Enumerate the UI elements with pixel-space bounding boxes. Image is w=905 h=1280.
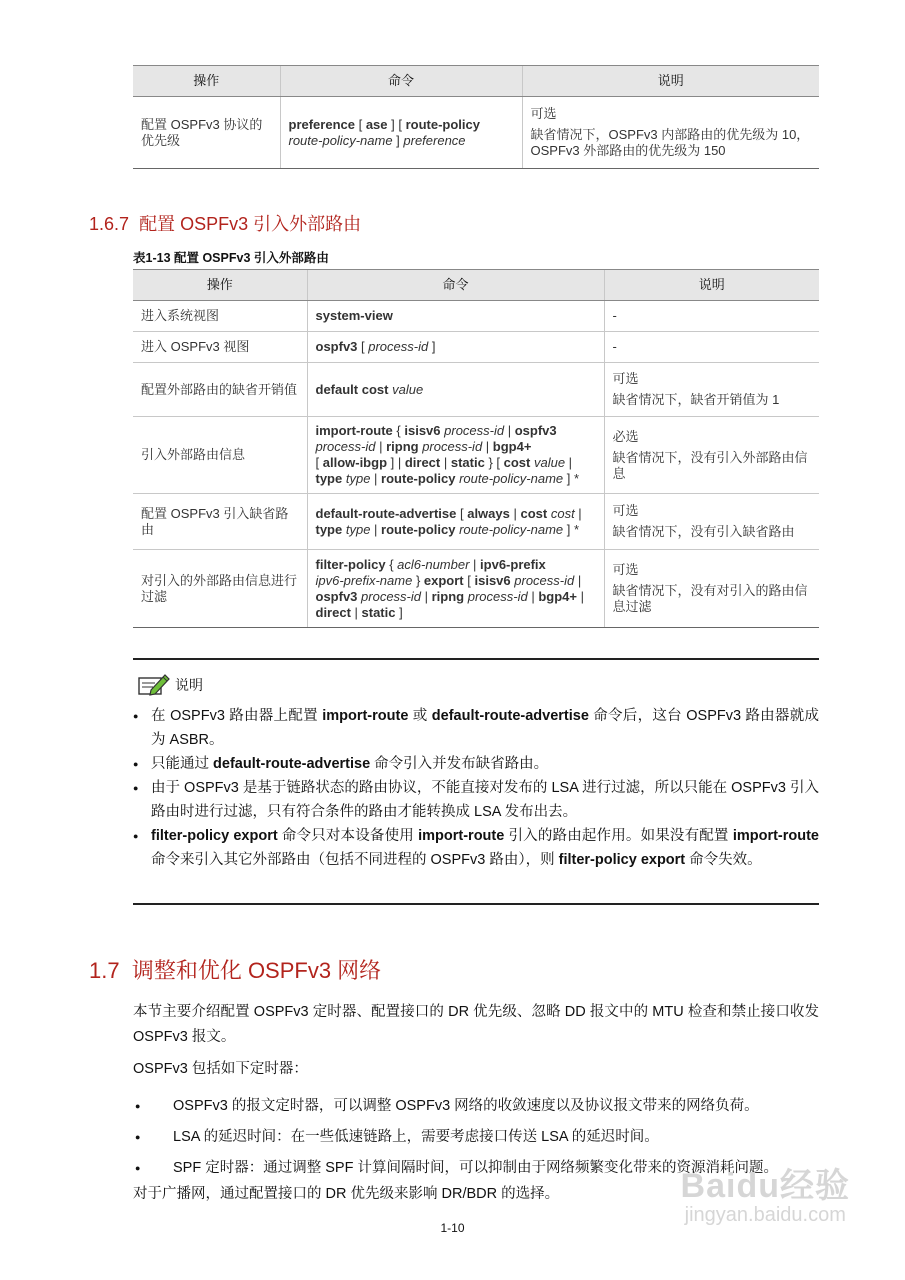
description-cell	[604, 363, 819, 417]
operation-cell: 对引入的外部路由信息进行过滤	[133, 550, 307, 628]
description-cell	[604, 550, 819, 628]
note-item: ● 在 OSPFv3 路由器上配置 import-route 或 default-route-advertise 命令后，这台 OSPFv3 路由器就成为 ASBR。	[133, 704, 819, 752]
table-row	[133, 417, 819, 494]
description-cell	[604, 301, 819, 332]
operation-cell: 进入 OSPFv3 视图	[133, 332, 307, 363]
list-item: ● SPF 定时器：通过调整 SPF 计算间隔时间，可以抑制由于网络频繁变化带来的资源消耗问题。	[133, 1156, 819, 1180]
operation-cell: 引入外部路由信息	[133, 417, 307, 494]
table-row	[133, 97, 819, 169]
default-text: 缺省情况下，没有引入缺省路由	[612, 524, 795, 539]
optional-label: 可选	[612, 371, 639, 386]
description-cell	[604, 332, 819, 363]
column-header: 说明	[604, 270, 819, 301]
default-text: 缺省情况下，OSPFv3 内部路由的优先级为 10，OSPFv3 外部路由的优先级为 150	[530, 127, 810, 158]
table-row	[133, 301, 819, 332]
note-item: ● filter-policy export 命令只对本设备使用 import-route 引入的路由起作用。如果没有配置 import-route 命令来引入其它外部路由（包括不同进程的 OSPFv3 路由），则 filter-policy export 命令失效。	[133, 824, 819, 872]
optional-label: 可选	[612, 503, 639, 518]
section-title: 配置 OSPFv3 引入外部路由	[139, 214, 362, 234]
column-header: 操作	[133, 66, 280, 97]
intro-paragraph: 本节主要介绍配置 OSPFv3 定时器、配置接口的 DR 优先级、忽略 DD 报文中的 MTU 检查和禁止接口收发 OSPFv3 报文。	[133, 1004, 819, 1045]
note-item: ● 只能通过 default-route-advertise 命令引入并发布缺省路由。	[133, 752, 819, 776]
watermark-logo: Baidu经验	[680, 1167, 850, 1205]
description-cell	[604, 494, 819, 550]
command-cell: default cost value	[307, 363, 604, 417]
section-heading	[89, 954, 381, 985]
command-cell: filter-policy { acl6-number | ipv6-prefix ipv6-prefix-name } export [ isisv6 process-id | ospfv3 process-id | ripng process-id | bgp4+ | direct | static ]	[307, 550, 604, 628]
operation-cell: 配置 OSPFv3 协议的优先级	[133, 97, 280, 169]
list-item: ● LSA 的延迟时间：在一些低速链路上，需要考虑接口传送 LSA 的延迟时间。	[133, 1125, 819, 1149]
table-caption: 表1-13 配置 OSPFv3 引入外部路由	[133, 251, 329, 265]
section-title: 调整和优化 OSPFv3 网络	[131, 958, 382, 983]
default-text: -	[612, 339, 617, 354]
optional-label: 可选	[612, 562, 639, 577]
note-label: 说明	[175, 677, 203, 693]
section-heading	[89, 210, 361, 236]
default-text: 缺省情况下，没有对引入的路由信息过滤	[612, 583, 808, 614]
note-header	[137, 672, 203, 698]
command-cell: default-route-advertise [ always | cost cost | type type | route-policy route-policy-name ] *	[307, 494, 604, 550]
default-text: -	[612, 308, 617, 323]
table-row	[133, 363, 819, 417]
command-cell: ospfv3 [ process-id ]	[307, 332, 604, 363]
operation-cell: 配置 OSPFv3 引入缺省路由	[133, 494, 307, 550]
dr-paragraph: 对于广播网，通过配置接口的 DR 优先级来影响 DR/BDR 的选择。	[133, 1186, 560, 1202]
page-number: 1-10	[440, 1221, 465, 1235]
command-cell: preference [ ase ] [ route-policy route-policy-name ] preference	[280, 97, 522, 169]
note-list	[133, 704, 819, 872]
optional-label: 必选	[612, 428, 639, 444]
optional-label: 可选	[530, 106, 557, 121]
note-item: ● 由于 OSPFv3 是基于链路状态的路由协议，不能直接对发布的 LSA 进行过滤，所以只能在 OSPFv3 引入路由时进行过滤，只有符合条件的路由才能转换成 LSA 发布出去。	[133, 776, 819, 824]
operation-cell: 配置外部路由的缺省开销值	[133, 363, 307, 417]
watermark-url: jingyan.baidu.com	[684, 1204, 846, 1226]
table-row	[133, 550, 819, 628]
note-pencil-icon	[137, 672, 171, 698]
table-router-preference	[133, 65, 819, 169]
column-header: 操作	[133, 270, 307, 301]
operation-cell: 进入系统视图	[133, 301, 307, 332]
section-number: 1.7	[89, 958, 120, 983]
column-header: 命令	[280, 66, 522, 97]
table-row	[133, 332, 819, 363]
default-text: 缺省情况下，缺省开销值为 1	[612, 392, 780, 407]
column-header: 命令	[307, 270, 604, 301]
table-row	[133, 494, 819, 550]
watermark	[681, 1168, 850, 1226]
list-item: ● OSPFv3 的报文定时器，可以调整 OSPFv3 网络的收敛速度以及协议报文带来的网络负荷。	[133, 1094, 819, 1118]
table-import-external-routes	[133, 269, 819, 628]
description-cell	[522, 97, 819, 169]
command-cell: system-view	[307, 301, 604, 332]
description-cell	[604, 417, 819, 494]
command-cell: import-route { isisv6 process-id | ospfv3 process-id | ripng process-id | bgp4+ [ allow-ibgp ] | direct | static } [ cost value | type type | route-policy route-policy-name ] *	[307, 417, 604, 494]
section-number: 1.6.7	[89, 214, 130, 234]
column-header: 说明	[522, 66, 819, 97]
note-box	[133, 658, 819, 905]
default-text: 缺省情况下，没有引入外部路由信息	[612, 449, 808, 481]
timers-intro: OSPFv3 包括如下定时器：	[133, 1061, 308, 1077]
